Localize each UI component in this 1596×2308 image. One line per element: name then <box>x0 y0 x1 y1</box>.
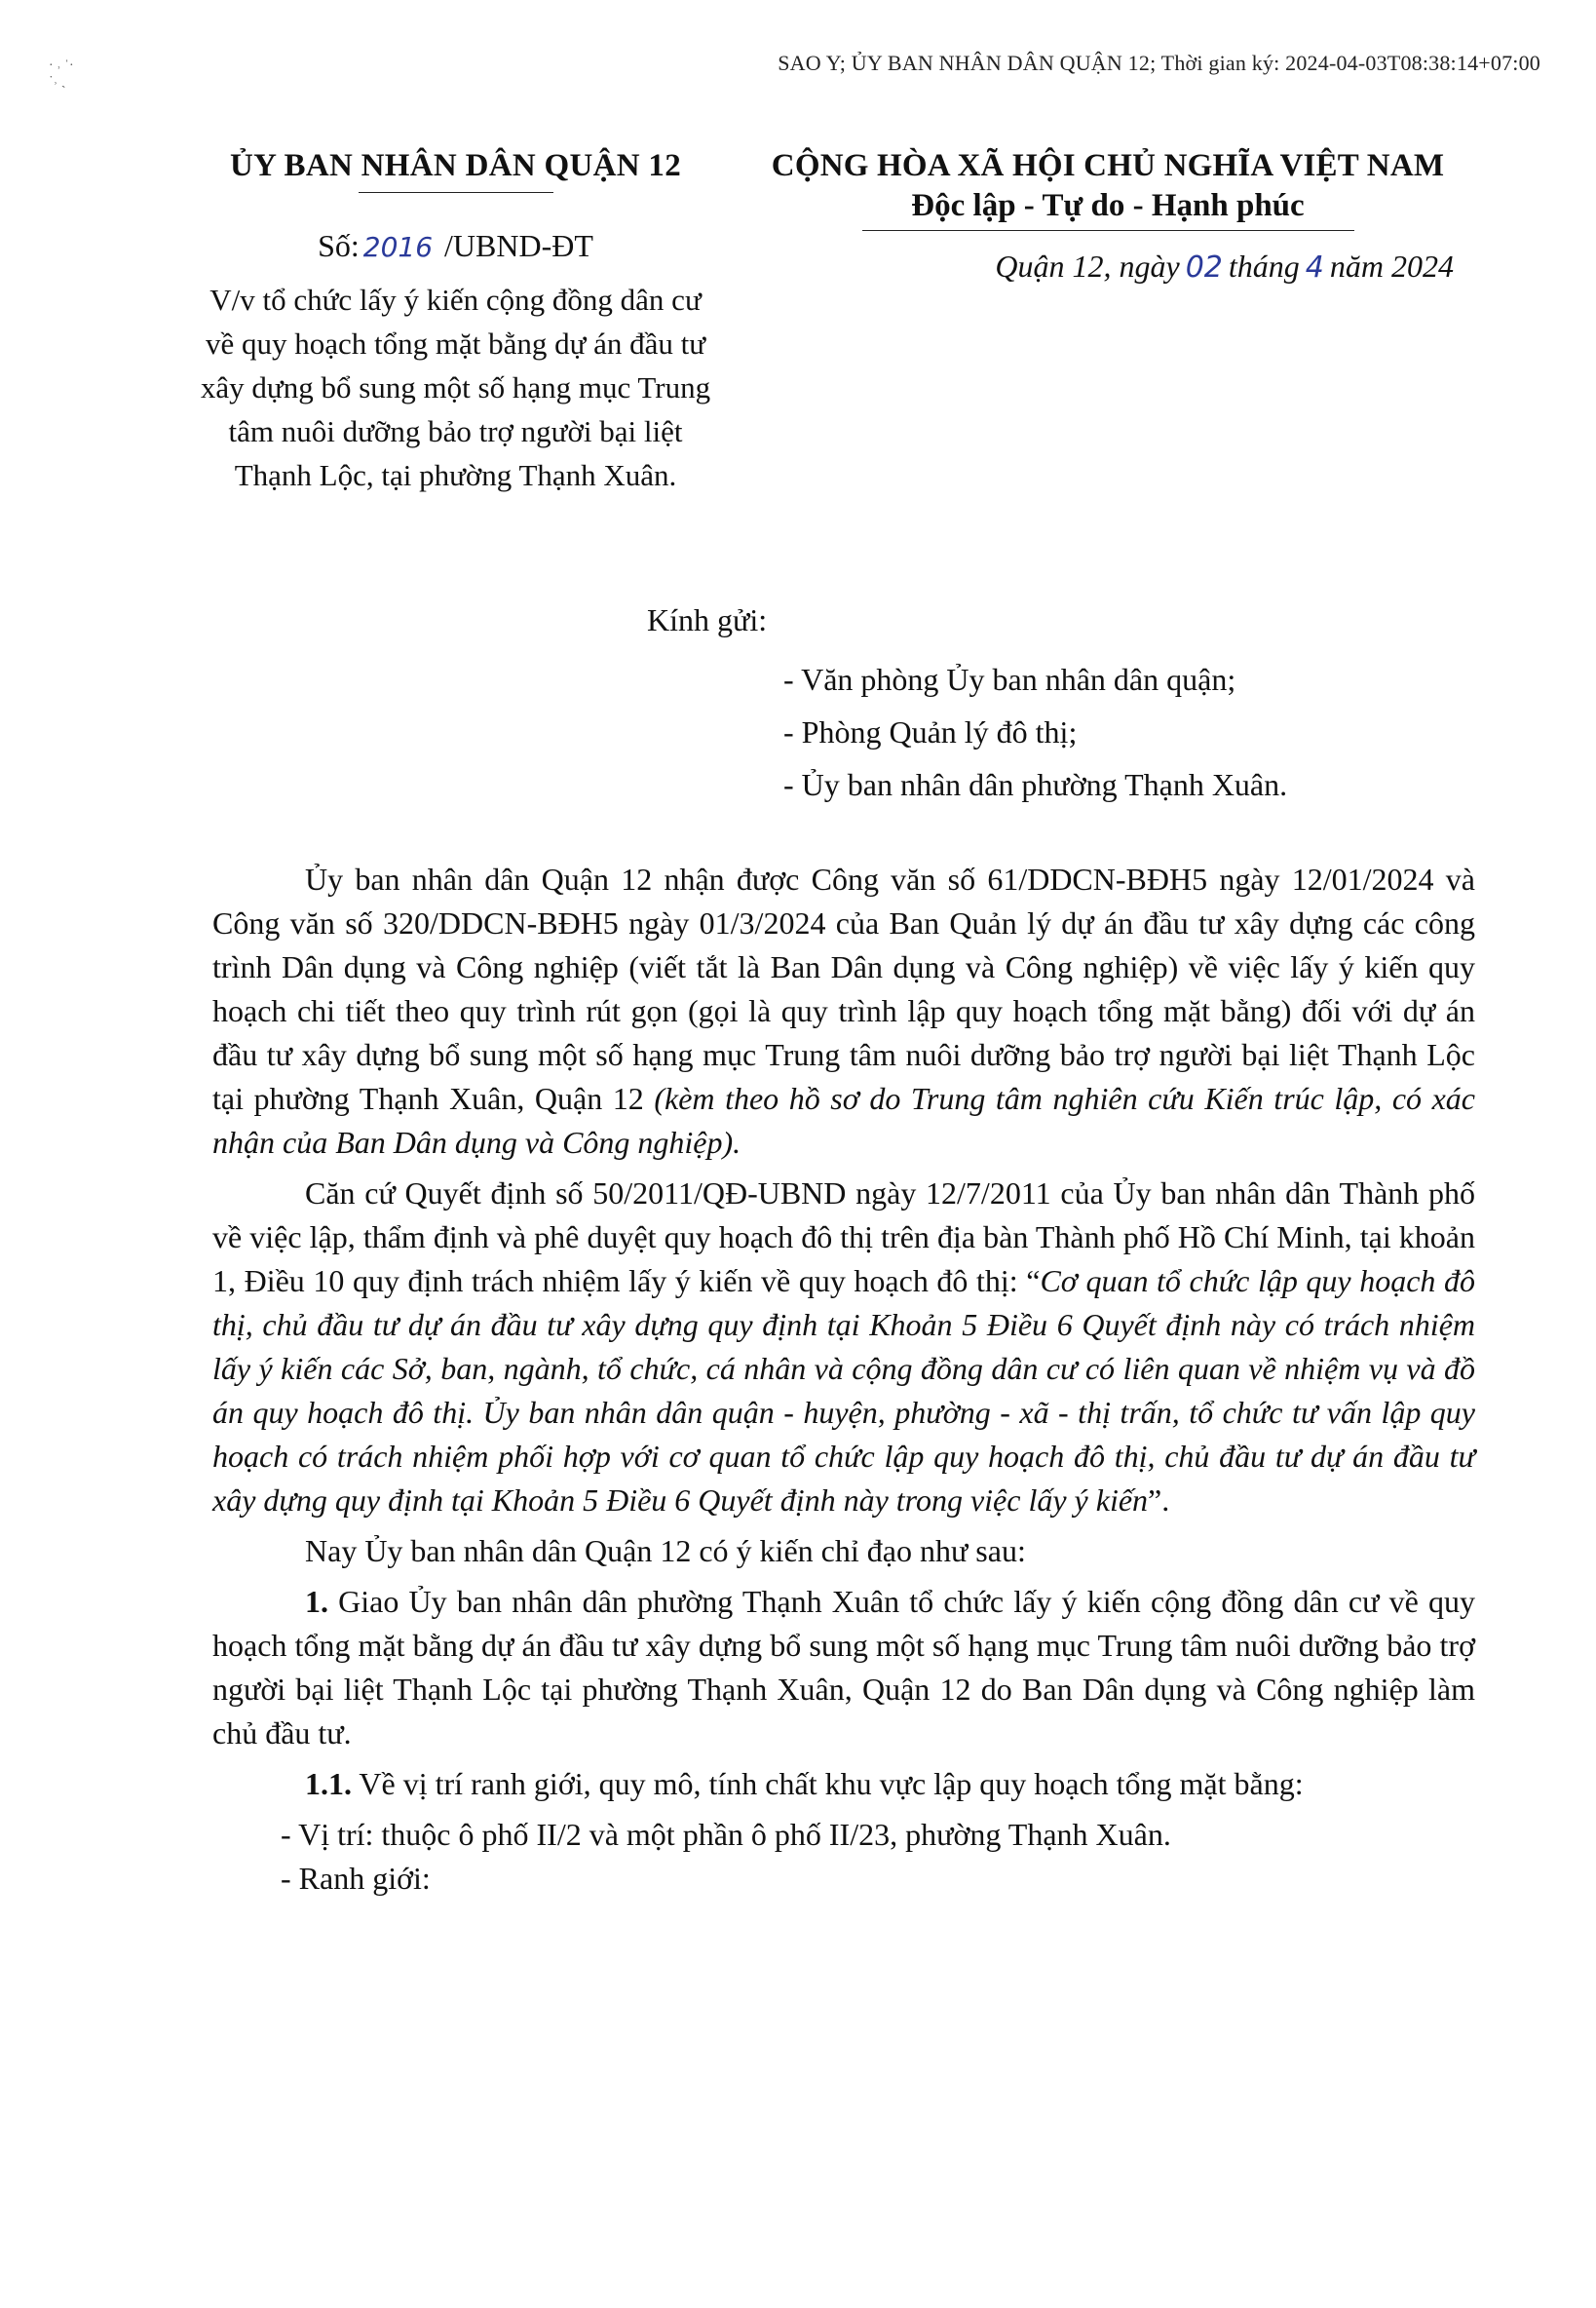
date-day-handwritten: 02 <box>1185 250 1223 285</box>
paragraph-text: Căn cứ Quyết định số 50/2011/QĐ-UBND ngày 12/7/2011 của Ủy ban nhân dân Thành phố về việc lập, thẩm định và phê duyệt quy hoạch đô thị trên địa bàn Thành phố Hồ Chí Minh, tại khoản 1, Điều 10 quy định trách nhiệm lấy ý kiến về quy hoạch đô thị: “ <box>212 1175 1475 1298</box>
scan-specks: · ˒ ˈ· ˙˒ ˎ <box>49 58 74 89</box>
issuing-organization: ỦY BAN NHÂN DÂN QUẬN 12 <box>229 148 682 183</box>
paragraph-text: Về vị trí ranh giới, quy mô, tính chất khu vực lập quy hoạch tổng mặt bằng: <box>352 1766 1304 1801</box>
item-number: 1.1. <box>305 1766 352 1801</box>
paragraph-italic-note: (kèm theo hồ sơ do Trung tâm nghiên cứu Kiến trúc lập, có xác nhận của Ban Dân dụng và Công nghiệp). <box>212 1081 1476 1160</box>
paragraph-request <box>212 858 1475 1165</box>
document-subject: V/v tổ chức lấy ý kiến cộng đồng dân cư về quy hoạch tổng mặt bằng dự án đầu tư xây dựng bổ sung một số hạng mục Trung tâm nuôi dưỡng bảo trợ người bại liệt Thạnh Lộc, tại phường Thạnh Xuân. <box>200 283 711 492</box>
bullet-location: - Vị trí: thuộc ô phố II/2 và một phần ô phố II/23, phường Thạnh Xuân. <box>281 1817 1171 1852</box>
recipient-item: - Văn phòng Ủy ban nhân dân quận; <box>783 662 1236 697</box>
issuer-header <box>185 148 726 497</box>
recipients-list <box>783 653 1287 811</box>
national-header <box>733 148 1483 285</box>
doc-number-suffix: /UBND-ĐT <box>437 228 593 263</box>
place-and-date <box>733 249 1483 285</box>
document-body <box>212 858 1475 1901</box>
document-number <box>185 228 726 264</box>
national-motto: Độc lập - Tự do - Hạnh phúc <box>911 188 1305 223</box>
recipient-item: - Phòng Quản lý đô thị; <box>783 714 1078 750</box>
org-underline <box>359 192 553 193</box>
doc-number-handwritten: 2016 <box>362 231 434 263</box>
national-title: CỘNG HÒA XÃ HỘI CHỦ NGHĨA VIỆT NAM <box>771 148 1445 183</box>
date-prefix: Quận 12, ngày <box>995 249 1180 284</box>
recipients-label: Kính gửi: <box>647 602 768 637</box>
legal-quote: Cơ quan tổ chức lập quy hoạch đô thị, chủ đầu tư dự án đầu tư xây dựng quy định tại Khoản 5 Điều 6 Quyết định này có trách nhiệm lấy ý kiến các Sở, ban, ngành, tổ chức, cá nhân và cộng đồng dân cư có liên quan về nhiệm vụ và đồ án quy hoạch đô thị. Ủy ban nhân dân quận - huyện, phường - xã - thị trấn, tổ chức tư vấn lập quy hoạch có trách nhiệm phối hợp với cơ quan tổ chức lập quy hoạch đô thị, chủ đầu tư dự án đầu tư xây dựng quy định tại Khoản 5 Điều 6 Quyết định này trong việc lấy ý kiến <box>212 1263 1476 1518</box>
recipient-item: - Ủy ban nhân dân phường Thạnh Xuân. <box>783 767 1288 802</box>
paragraph-directive-intro: Nay Ủy ban nhân dân Quận 12 có ý kiến chỉ đạo như sau: <box>305 1533 1026 1568</box>
bullet-boundary: - Ranh giới: <box>281 1861 431 1896</box>
doc-number-prefix: Số: <box>318 228 360 263</box>
paragraph-legal-basis <box>212 1172 1475 1522</box>
date-month-handwritten: 4 <box>1305 250 1324 285</box>
paragraph-text: Ủy ban nhân dân Quận 12 nhận được Công văn số 61/DDCN-BĐH5 ngày 12/01/2024 và Công văn số 320/DDCN-BĐH5 ngày 01/3/2024 của Ban Quản lý dự án đầu tư xây dựng các công trình Dân dụng và Công nghiệp (viết tắt là Ban Dân dụng và Công nghiệp) về việc lấy ý kiến quy hoạch chi tiết theo quy trình rút gọn (gọi là quy trình lập quy hoạch tổng mặt bằng) đối với dự án đầu tư xây dựng bổ sung một số hạng mục Trung tâm nuôi dưỡng bảo trợ người bại liệt Thạnh Lộc tại phường Thạnh Xuân, Quận 12 <box>212 862 1475 1116</box>
paragraph-item-1-1 <box>212 1762 1475 1806</box>
paragraph-item-1 <box>212 1580 1475 1755</box>
motto-underline <box>862 230 1354 231</box>
digital-signature-stamp: SAO Y; ỦY BAN NHÂN DÂN QUẬN 12; Thời gian ký: 2024-04-03T08:38:14+07:00 <box>778 51 1540 75</box>
date-month-label: tháng <box>1228 249 1300 284</box>
date-year: năm 2024 <box>1329 249 1454 284</box>
paragraph-text: Giao Ủy ban nhân dân phường Thạnh Xuân tổ chức lấy ý kiến cộng đồng dân cư về quy hoạch tổng mặt bằng dự án đầu tư xây dựng bổ sung một số hạng mục Trung tâm nuôi dưỡng bảo trợ người bại liệt Thạnh Lộc tại phường Thạnh Xuân, Quận 12 do Ban Dân dụng và Công nghiệp làm chủ đầu tư. <box>212 1584 1475 1750</box>
item-number: 1. <box>305 1584 328 1619</box>
quote-end: ”. <box>1148 1482 1170 1518</box>
